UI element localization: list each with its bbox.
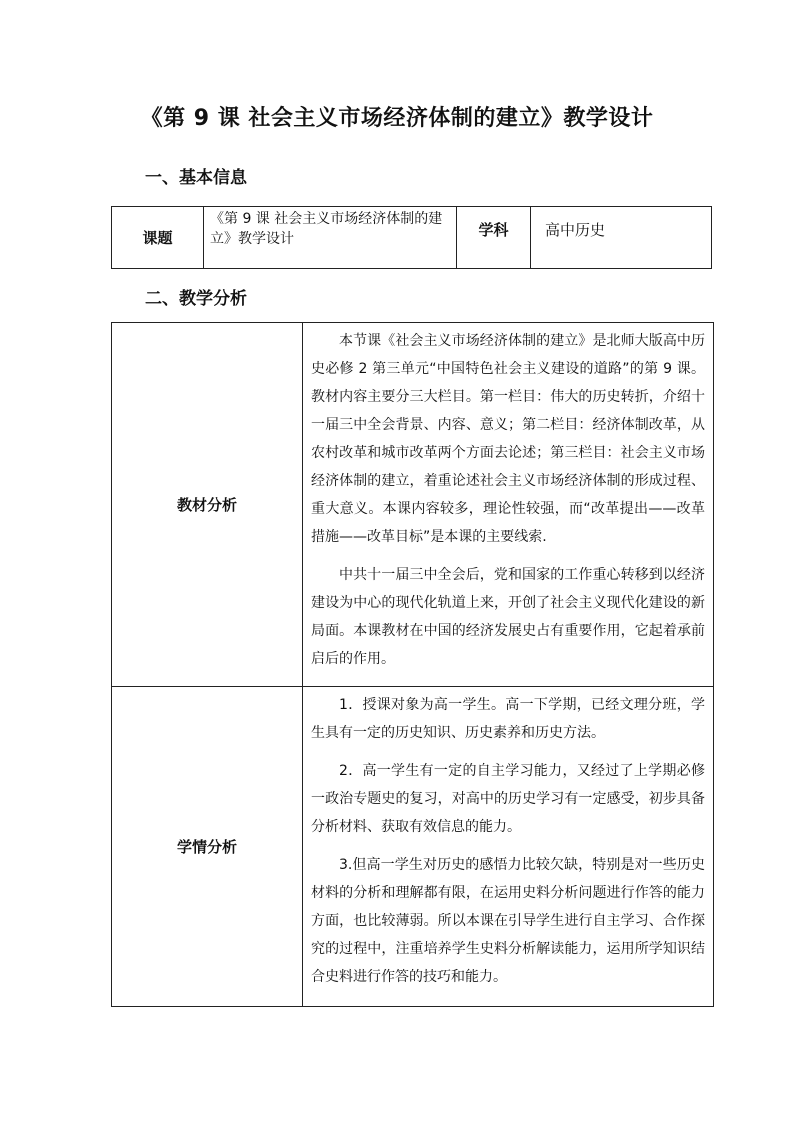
topic-label: 课题 bbox=[112, 207, 204, 269]
document-title: 《第 9 课 社会主义市场经济体制的建立》教学设计 bbox=[140, 106, 654, 131]
textbook-paragraph: 本节课《社会主义市场经济体制的建立》是北师大版高中历史必修 2 第三单元“中国特色社会主义建设的道路”的第 9 课。教材内容主要分三大栏目。第一栏目：伟大的历史转折，介绍十一届三中全会背景、内容、意义；第二栏目：经济体制改革，从农村改革和城市改革两个方面去论述；第三栏目：社会主义市场经济体制的建立，着重论述社会主义市场经济体制的形成过程、重大意义。本课内容较多，理论性较强，而“改革提出——改革措施——改革目标”是本课的主要线索. bbox=[311, 333, 705, 545]
subject-label: 学科 bbox=[457, 207, 531, 269]
section-heading-analysis: 二、教学分析 bbox=[145, 289, 247, 309]
subject-value: 高中历史 bbox=[545, 221, 606, 239]
student-analysis-row bbox=[112, 687, 714, 1007]
textbook-paragraph: 中共十一届三中全会后，党和国家的工作重心转移到以经济建设为中心的现代化轨道上来，开创了社会主义现代化建设的新局面。本课教材在中国的经济发展史占有重要作用，它起着承前启后的作用。 bbox=[311, 567, 705, 667]
student-paragraph: 1．授课对象为高一学生。高一下学期，已经文理分班，学生具有一定的历史知识、历史素养和历史方法。 bbox=[311, 697, 705, 741]
textbook-analysis-content bbox=[303, 323, 714, 687]
student-paragraph: 2．高一学生有一定的自主学习能力，又经过了上学期必修一政治专题史的复习，对高中的历史学习有一定感受，初步具备分析材料、获取有效信息的能力。 bbox=[311, 763, 705, 835]
topic-value-cell bbox=[204, 207, 457, 269]
student-analysis-label: 学情分析 bbox=[112, 687, 303, 1007]
topic-value: 《第 9 课 社会主义市场经济体制的建立》教学设计 bbox=[210, 211, 443, 247]
student-paragraph: 3.但高一学生对历史的感悟力比较欠缺，特别是对一些历史材料的分析和理解都有限，在运用史料分析问题进行作答的能力方面，也比较薄弱。所以本课在引导学生进行自主学习、合作探究的过程中，注重培养学生史料分析解读能力，运用所学知识结合史料进行作答的技巧和能力。 bbox=[311, 857, 705, 985]
basic-info-row bbox=[112, 207, 712, 269]
subject-value-cell bbox=[531, 207, 712, 269]
section-heading-basic-info: 一、基本信息 bbox=[145, 168, 247, 188]
analysis-table bbox=[111, 322, 714, 1007]
textbook-analysis-label: 教材分析 bbox=[112, 323, 303, 687]
student-analysis-content bbox=[303, 687, 714, 1007]
basic-info-table bbox=[111, 206, 712, 269]
textbook-analysis-row bbox=[112, 323, 714, 687]
